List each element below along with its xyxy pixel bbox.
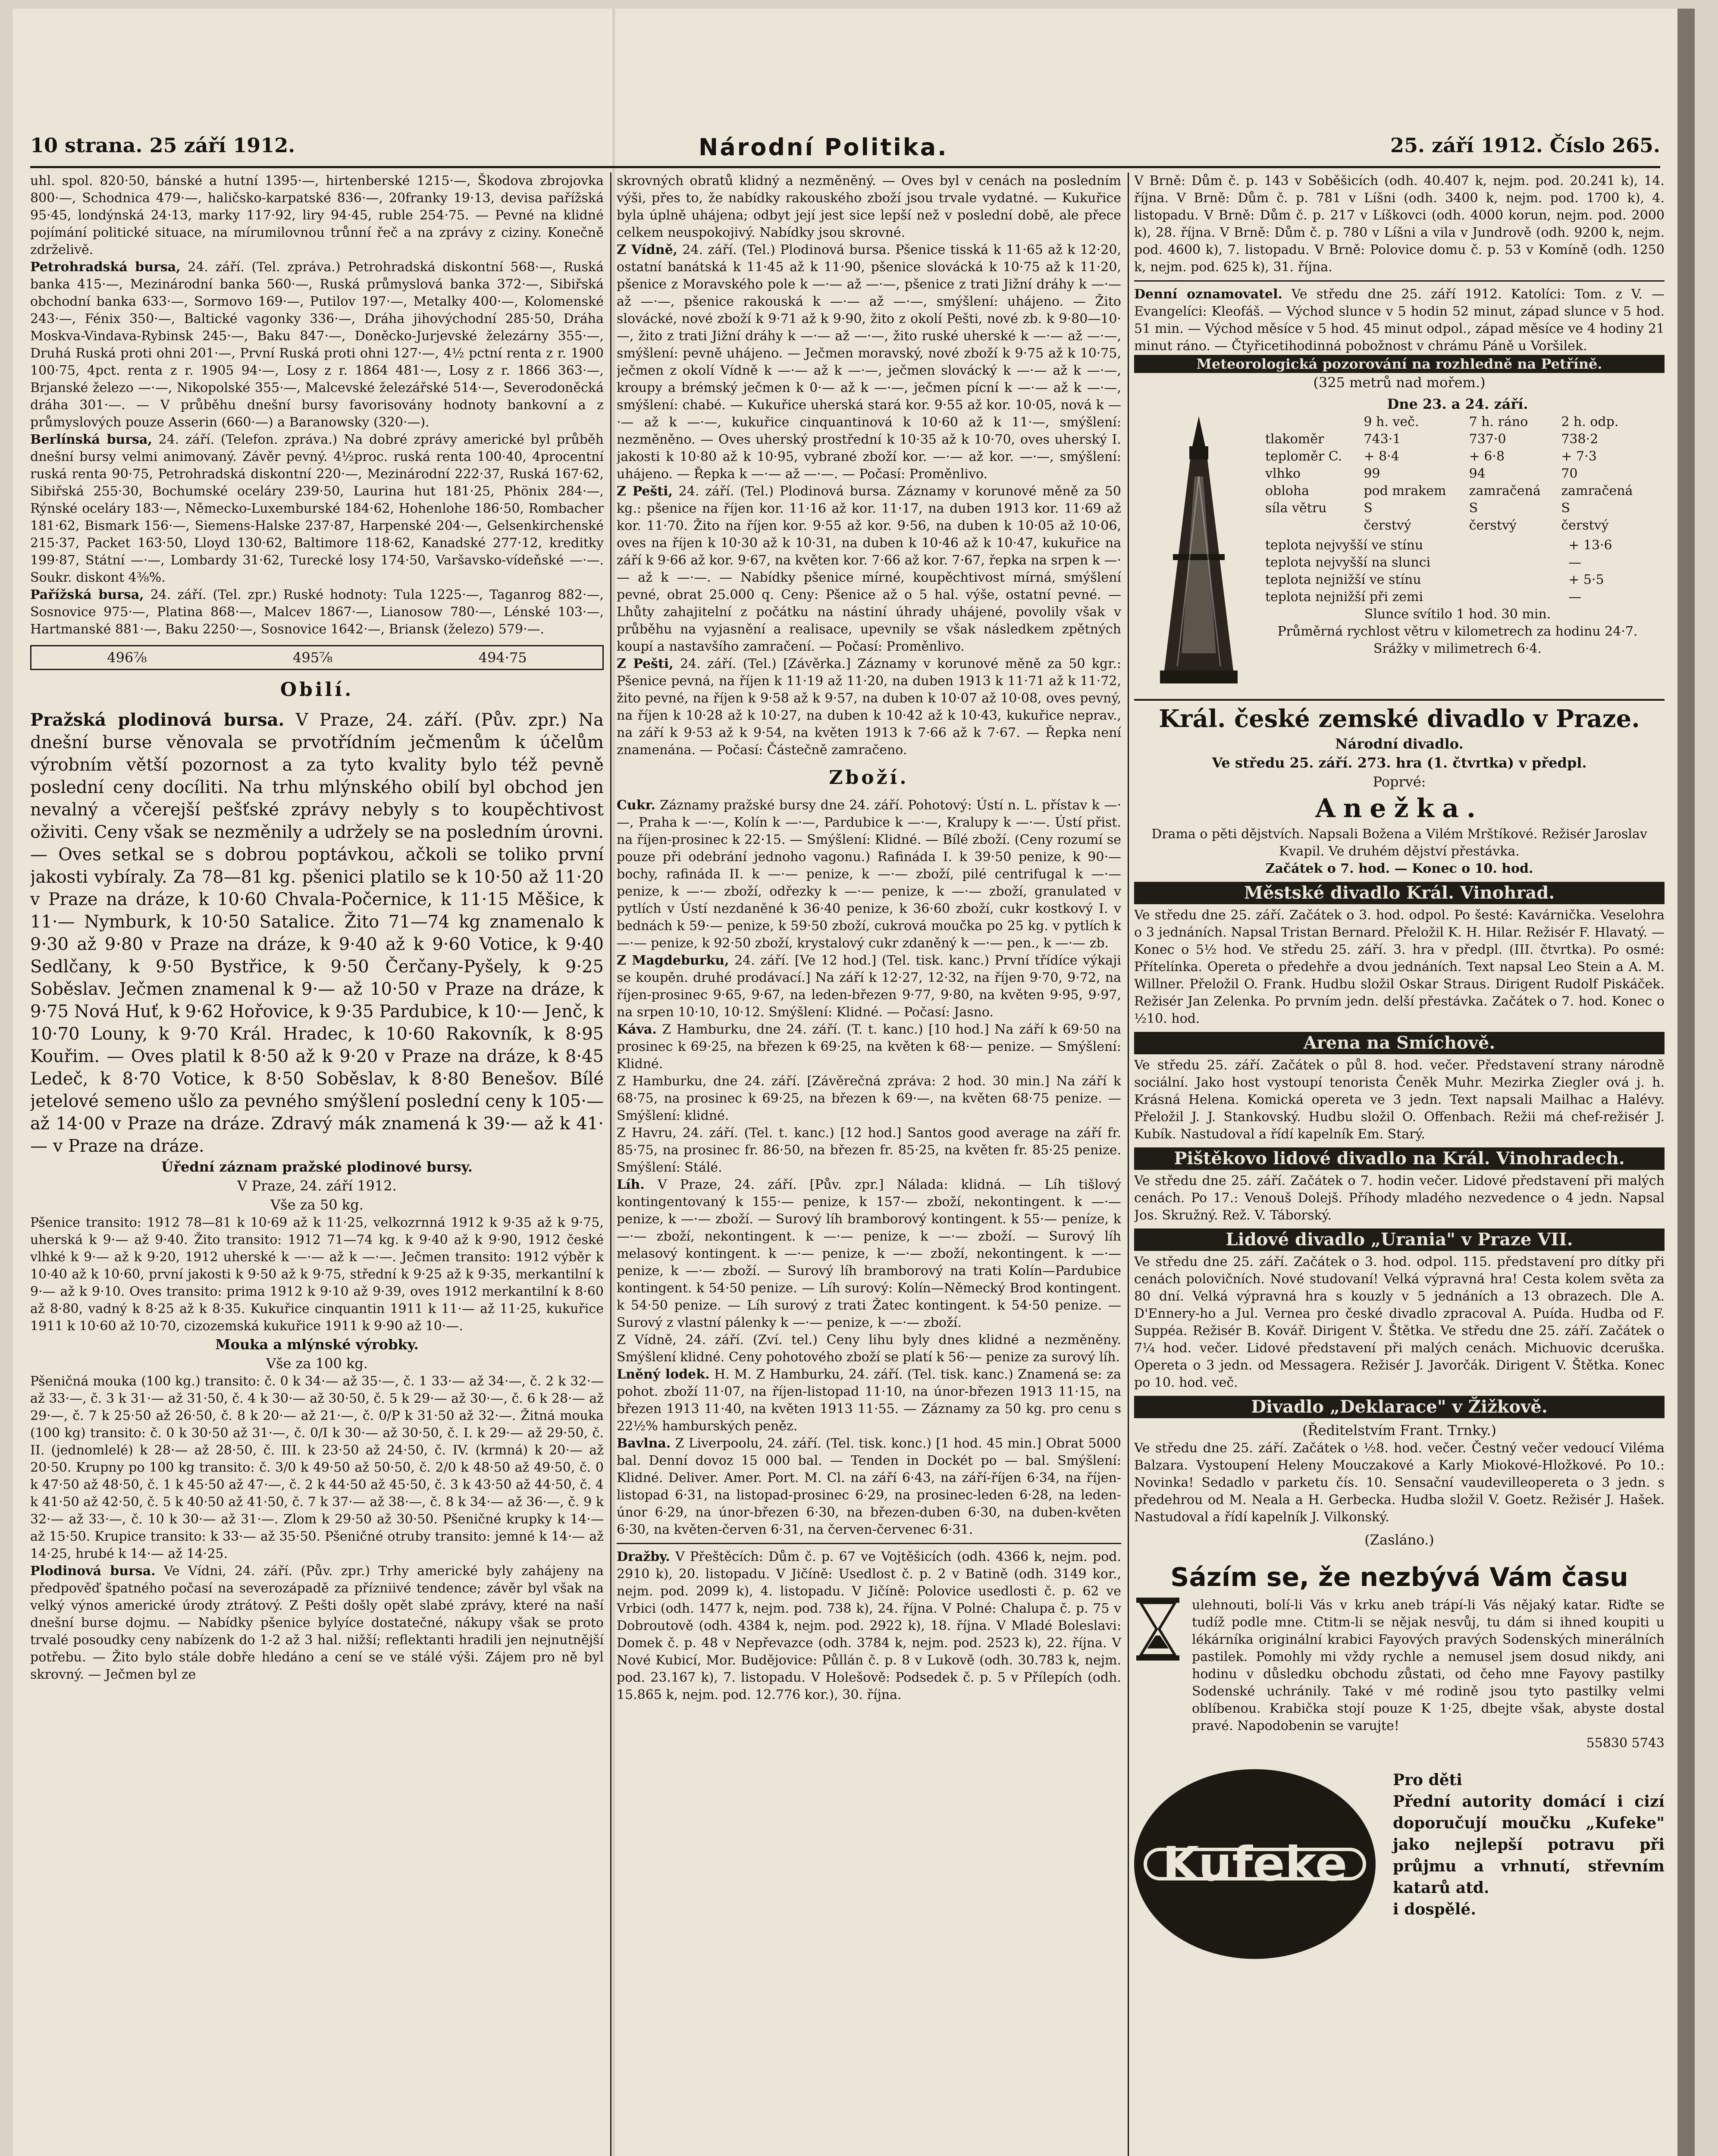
meteo-cell: + 6·8 xyxy=(1469,449,1505,464)
kufeke-logo-text: Kufeke xyxy=(1144,1848,1367,1880)
box-value: 494·75 xyxy=(478,649,527,666)
meteo-cell: 70 xyxy=(1561,466,1578,481)
box-value: 495⅞ xyxy=(293,649,333,666)
meteo-cell: — xyxy=(1568,589,1582,605)
advert-body xyxy=(1134,1597,1665,1735)
theatre-times: Začátek o 7. hod. — Konec o 10. hod. xyxy=(1265,861,1533,876)
hourglass-icon xyxy=(1134,1597,1182,1661)
meteo-col-head: 2 h. odp. xyxy=(1561,414,1619,429)
header-rule xyxy=(30,166,1660,168)
theatre-heading: Pištěkovo lidové divadlo na Král. Vinohradech. xyxy=(1134,1147,1665,1170)
meteo-cell: vlhko xyxy=(1265,466,1301,481)
paragraph: Pšenice transito: 1912 78—81 k 10·69 až k 11·25, velkozrnná 1912 k 9·35 až k 9·75, uherská k 9·— až 9·40. Žito transito: 1912 71—74 kg. k 9·40 až k 9·90, 1912 české vlhké k 9·— až k 9·20, 1912 uherské k —·— až k —·—. Ječmen transito: 1912 výběr k 10·40 až k 10·60, první jakosti k 9·50 až k 9·75, střední k 9·25 až k 9·35, merkantilní k 9·— až k 9·10. Oves transito: prima 1912 k 9·10 až 9·39, oves 1912 merkantilní k 8·60 až 8·80, vadný k 8·25 až k 8·35. Kukuřice cinquantin 1911 k 11·— až 11·25, kukuřice 1911 k 10·60 až 10·70, cizozemská kukuřice 1911 k 9·90 až 10·—. xyxy=(30,1215,604,1334)
newspaper-title: Národní Politika. xyxy=(699,134,948,161)
paragraph: 24. září. (Tel.) Plodinová bursa. Pšenice tisská k 11·65 až k 12·20, ostatní banátská k 11·45 až k 11·90, pšenice slovácká k 10·75 až k 11·20, pšenice z Moravského pole k —·— až —·—, pšenice z trati Jižní dráhy k —·— až —·—, pšenice rakouská k —·— až —·—, smýšlení: uhájeno. — Žito slovácké, nové zboží k 9·71 až k 9·90, žito z okolí Pešti, nové zb. k 9·80—10·—, žito z trati Jižní dráhy k —·— až —·—, žito ruské uherské k —·— až —·—, smýšlení: pevně uhájeno. — Ječmen moravský, nové zboží k 9·75 až k 10·75, ječmen z okolí Vídně k —·— až k —·—, ječmen slovácký k —·— až k —·—, kroupy a brémský ječmen k 0·— až k —·—, ječmen pícní k —·— až k —·—, smýšlení: chabé. — Kukuřice uherská stará kor. 9·55 až kor. 10·05, nová k —·— až k —·—, kukuřice cinquantinová k 10·60 až k 11·—, smýšlení: nezměněno. — Oves uherský prostřední k 10·35 až k 10·70, oves uherský I. jakosti k 10·80 až k 10·95, vybrané zboží kor. —·— až kor. —·—, smýšlení: uhájeno. — Řepka k —·— až —·—. — Počasí: Proměnlivo. xyxy=(617,242,1121,482)
meteo-cell: 99 xyxy=(1364,466,1380,481)
box-value: 496⅞ xyxy=(107,649,147,666)
column-2 xyxy=(617,172,1121,2156)
paragraph: 24. září. (Tel. zpr.) Ruské hodnoty: Tula 1225·—, Taganrog 882·—, Sosnovice 975·—, Platina 868·—, Malcev 1867·—, Lianosow 780·—, Lénské 103·—, Hartmanské 881·—, Baku 2250·—, Sosnovice 1642·—, Briansk (železo) 579·—. xyxy=(30,587,604,637)
meteo-cell: — xyxy=(1568,555,1582,570)
paragraph: Ve středu 25. září. Začátek o půl 8. hod. večer. Představení strany národně sociální. Jako host vystoupí tenorista Čeněk Muhr. Mezirka Ziegler ová j. h. Krásná Helena. Komická opereta ve 3 jedn. Text napsali Mailhac a Halévy. Přeložil J. J. Stankovský. Hudbu složil O. Offenbach. Režii má chef-režisér J. Kubík. Nastudoval a řídí kapelník Em. Starý. xyxy=(1134,1058,1665,1142)
subheading: Vše za 50 kg. xyxy=(270,1197,364,1213)
column-rule-1 xyxy=(610,172,611,2156)
paragraph: 24. září. [Ve 12 hod.] (Tel. tisk. kanc.) První třídíce výkaji se koupěn. druhé prodávací.] Na září k 12·27, 12·32, na říjen 9·70, 9·72, na říjen-prosinec 9·65, 9·67, na leden-březen 9·77, 9·80, na květen 9·95, 9·97, na srpen 10·10, 10·12. Smýšlení: Klidné. — Počasí: Jasno. xyxy=(617,953,1121,1020)
meteo-cell: S xyxy=(1561,501,1570,516)
header-left: 10 strana. 25 září 1912. xyxy=(30,134,295,157)
section-heading: Z Pešti, xyxy=(617,484,673,499)
meteo-cell: + 13·6 xyxy=(1568,538,1612,553)
meteo-cell: zamračená xyxy=(1561,483,1633,498)
paragraph: Z Vídně, 24. září. (Zví. tel.) Ceny lihu byly dnes klidné a nezměněny. Smýšlení klidné. Ceny pohotového zboží se platí k 56·— penize za surový líh. xyxy=(617,1332,1121,1365)
meteo-block xyxy=(1134,395,1665,696)
section-rule xyxy=(1134,280,1665,282)
paragraph: Pšeničná mouka (100 kg.) transito: č. 0 k 34·— až 35·—, č. 1 33·— až 34·—, č. 2 k 32·— až 33·—, č. 3 k 31·— až 31·50, č. 4 k 30·— až 30·50, č. 5 k 29·— až 30·—, č. 6 k 28·— až 29·—, č. 7 k 25·50 až 26·50, č. 8 k 20·— až 21·—, č. 0/P k 31·50 až 32·—. Žitná mouka (100 kg) transito: č. 0 k 30·50 až 31·—, č. 0/I k 30·— až 30·50, č. I. k 29·— až 29·50, č. II. (jednomlelé) k 28·— až 28·50, č. III. k 23·50 až 24·50, č. IV. (krmná) k 20·— až 20·50. Krupny po 100 kg transito: č. 3/0 k 49·50 až 50·50, č. 2/0 k 48·50 až 49·50, č. 0 k 47·50 až 48·50, č. 1 k 45·50 až 47·—, č. 2 k 44·50 až 45·50, č. 3 k 43·50 až 44·50, č. 4 k 41·50 až 42·50, č. 5 k 40·50 až 41·50, č. 7 k 37·— až 38·—, č. 8 k 34·— až 36·—, č. 9 k 32·— až 33·—, č. 10 k 30·— až 31·—. Zlom k 29·50 až 30·50. Pšeničné krupky k 14·— až 15·50. Krupice transito: k 33·— až 35·50. Pšeničné otruby transito: jemné k 14·— až 14·25, hrubé k 14·— až 14·25. xyxy=(30,1374,604,1561)
header-right: 25. září 1912. Číslo 265. xyxy=(1390,134,1660,157)
paragraph: 24. září. (Tel.) [Závěrka.] Záznamy v korunové měně za 50 kgr.: Pšenice pevná, na říjen k 11·19 až 11·20, na duben 1913 k 11·71 až k 11·72, žito pevné, na říjen k 9·58 až k 9·57, na duben k 10·07 až 10·08, oves pevný, na říjen k 10·28 až k 10·27, na duben k 10·42 až k 10·43, kukuřice neprav., na září k 9·53 až k 9·54, na květen 1913 k 7·66 až k 7·67. — Řepka není znamenána. — Počasí: Částečně zamračeno. xyxy=(617,656,1121,758)
section-heading: Denní oznamovatel. xyxy=(1134,287,1282,302)
meteo-cell: teplota nejnižší ve stínu xyxy=(1265,572,1421,587)
paragraph: skrovných obratů klidný a nezměněný. — Oves byl v cenách na posledním výši, přes to, že nabídky rakouského zboží jsou trvale vydatné. — Kukuřice byla úplně uhájena; odbyt její jest sice lepší než v poslední době, ale přece celkem neuspokojivý. Nabídky jsou skrovné. xyxy=(617,173,1121,240)
table-row xyxy=(1263,500,1652,517)
theatre-poprve: Poprvé: xyxy=(1373,774,1426,790)
subheading: Mouka a mlýnské výrobky. xyxy=(215,1336,419,1353)
meteo-cell: teplota nejnižší při zemi xyxy=(1265,589,1423,605)
meteo-cell: teplota nejvyšší ve stínu xyxy=(1265,538,1423,553)
meteo-wind: Průměrná rychlost větru v kilometrech za hodinu 24·7. xyxy=(1277,624,1638,639)
paragraph: 24. září. (Tel.) Plodinová bursa. Záznamy v korunové měně za 50 kg.: pšenice na říjen kor. 11·16 až kor. 11·17, na duben 1913 kor. 11·69 až kor. 11·70. Žito na říjen kor. 9·55 až kor. 9·56, na duben k 10·05 až 10·06, oves na říjen k 10·30 až k 10·31, na duben k 10·46 až k 10·47, kukuřice na září k 9·66 až kor. 9·67, na květen kor. 7·66 až kor. 7·67, řepka na srpen k —·— až k —·—. — Nabídky pšenice mírné, koupěchtivost mírná, smýšlení pevné, obrat 25.000 q. Ceny: Pšenice až o 5 hal. výše, ostatní pevné. — Lhůty zahajitelní z počátku na nástiní úhrady uhájené, povolily však v průběhu na vyjasnění a realisace, upevnily se však následkem zpětných koupí a nastavšího zamračení. — Počasí: Proměnlivo. xyxy=(617,484,1121,654)
meteo-cell: 737·0 xyxy=(1469,432,1506,447)
meteo-cell: teploměr C. xyxy=(1265,449,1342,464)
meteo-cell: 94 xyxy=(1469,466,1486,481)
section-heading: Lněný lodek. xyxy=(617,1367,710,1382)
page-fold xyxy=(612,9,615,2156)
meteo-cell: 738·2 xyxy=(1561,432,1599,447)
theatre-heading: Městské divadlo Král. Vinohrad. xyxy=(1134,882,1665,904)
paragraph: Z Havru, 24. září. (Tel. t. kanc.) [12 hod.] Santos good average na září fr. 85·75, na prosinec fr. 86·50, na březen fr. 85·25, na květen fr. 85·25 penize. Smýšlení: Stálé. xyxy=(617,1125,1121,1175)
paragraph: Ve středu dne 25. září. Začátek o ½8. hod. večer. Čestný večer vedoucí Viléma Balzara. Vystoupení Heleny Mouczakové a Karly Miokové-Hložkové. Po 10.: Novinka! Sedadlo v parketu čís. 10. Sensační vaudevilleopereta o 3 jedn. s předehrou od M. Neala a H. Gerbecka. Hudba složil V. Goetz. Režisér J. Hašek. Nastudoval a řídí kapelník J. Vilkonský. xyxy=(1134,1441,1665,1525)
paragraph: ulehnouti, bolí-li Vás v krku aneb trápí-li Vás nějaký katar. Riďte se tudíž podle mne. Ctitm-li se nějak nesvůj, tu dám si ihned koupiti u lékárníka originální krabici Fayových pravých Sodenských minerálních pastilek. Pomohly mi vždy rychle a nemusel jsem dosud nikdy, ani hodinu v důsledku obchodu zůstati, od čeho mne Fayovy pastilky Sodenské uchránily. Také v mé rodině jsou tyto pastilky velmi oblíbenou. Krabička stojí pouze K 1·25, dbejte však, abyste dostal pravé. Napodobenin se varujte! xyxy=(1192,1598,1665,1733)
paragraph: uhl. spol. 820·50, bánské a hutní 1395·—, hirtenberské 1215·—, Škodova zbrojovka 800·—, Schodnica 479·—, haličsko-karpatské 836·—, 20franky 19·13, devisa pařížská 95·45, londýnská 24·13, marky 117·92, liry 94·45, ruble 254·75. — Pevné na klidné pojímání politické situace, na mírumilovnou trůnní řeč a na zprávy z ciziny. Konečně zdrželivě. xyxy=(30,173,604,257)
kufeke-text xyxy=(1393,1769,1665,1959)
meteo-cell: pod mrakem xyxy=(1364,483,1446,498)
meteo-date: Dne 23. a 24. září. xyxy=(1387,396,1528,412)
kufeke-left: Pro děti xyxy=(1393,1771,1462,1789)
paragraph: V Brně: Dům č. p. 143 v Soběšicích (odh. 40.407 k, nejm. pod. 20.241 k), 14. října. V Brně: Dům č. p. 781 v Líšni (odh. 3400 k, nejm. pod. 1700 k), 4. listopadu. V Brně: Dům č. p. 217 v Líškovci (odh. 4000 korun, nejm. pod. 2000 k), 28. října. V Brně: Dům č. p. 780 v Líšni a vila v Jundrově (odh. 9200 k, nejm. pod. 4600 k), 7. listopadu. V Brně: Polovice domu č. p. 53 v Komíně (odh. 1250 k, nejm. pod. 625 k), 31. října. xyxy=(1134,173,1665,275)
theatre-heading: Divadlo „Deklarace" v Žižkově. xyxy=(1134,1396,1665,1418)
meteo-col-head: 9 h. več. xyxy=(1364,414,1419,429)
paragraph: Ve středu dne 25. září 1912. Katolíci: Tom. z V. — Evangelíci: Kleofáš. — Východ slunce v 5 hodin 52 minut, západ slunce v 5 hod. 51 min. — Východ měsíce v 5 hod. 45 minut odpol., západ měsíce ve 4 hodiny 21 minut ráno. — Čtyřicetihodinná pobožnost v chrámu Páně u Voršilek. xyxy=(1134,287,1665,354)
meteo-table xyxy=(1263,395,1652,658)
meteo-cell xyxy=(1263,517,1362,534)
meteo-cell: S xyxy=(1469,501,1478,516)
section-heading: Plodinová bursa. xyxy=(30,1564,156,1579)
column-1 xyxy=(30,172,604,2156)
kufeke-right: Přední autority domácí i cizí doporučují moučku „Kufeke" jako nejlepší potravu při průjmu a vrhnutí, střevním katarů atd. xyxy=(1393,1792,1665,1897)
meteo-cell: síla větru xyxy=(1265,501,1327,516)
paragraph: V Praze, 24. září. [Pův. zpr.] Nálada: klidná. — Líh tišlový kontingentovaný k 155·— penize, k 157·— zboží, nekontingent. k —·— penize, k —·— zboží. — Surový líh bramborový kontingent. k 55·— peníze, k —·— zboží, nekontingent. k —·— penize, k —·— zboží. — Surový líh melasový kontingent. k —·— penize, k —·— zboží, nekontingent. k —·— penize, k —·— zboží. — Surový líh bramborový na trati Kolín—Pardubice kontingent. k 54·50 penize. — Líh surový: Kolín—Německý Brod kontingent. k 54·50 penize. — Líh surový z trati Žatec kontingent. k 54·50 penize. — Surový z vlastní pálenky k —·— penize, k —·— zboží. xyxy=(617,1177,1121,1330)
table-row xyxy=(1263,554,1652,571)
paragraph: 24. září. (Telefon. zpráva.) Na dobré zprávy americké byl průběh dnešní bursy velmi animovaný. Závěr pevný. 4½proc. ruská renta 100·40, 4procentní ruská renta 90·75, Petrohradská diskontní 220·—, Mezinárodní 222·37, Ruská 167·62, Sibiřská 255·30, Bochumské oceláry 239·50, Laurina hut 181·25, Phönix 284·—, Rýnské oceláry 183·—, Německo-Luxemburské 184·62, Hohenlohe 186·50, Rombacher 181·62, Bismark 156·—, Siemens-Halske 237·87, Harpenské 204·—, Gelsenkirchenské 215·37, Packet 163·50, Lloyd 130·62, Baltimore 118·62, Kanadské 277·12, kreditky 199·87, Státní —·—, Lombardy 31·62, Turecké losy 174·50, Varšavsko-vídeňské —·—. Soukr. diskont 4⅜%. xyxy=(30,432,604,585)
paragraph: 24. září. (Tel. zpráva.) Petrohradská diskontní 568·—, Ruská banka 415·—, Mezinárodní banka 560·—, Ruská průmyslová banka 372·—, Sibiřská obchodní banka 633·—, Sormovo 169·—, Putilov 197·—, Metalky 400·—, Kolomenské 243·—, Fénix 350·—, Baltické vagonky 336·—, Dráha jihovýchodní 285·50, Dráha Moskva-Vindava-Rybinsk 245·—, Baku 847·—, Doněcko-Jurjevské železárny 355·—, Druhá Ruská proti ohni 201·—, První Ruská proti ohni 127·—, 4½ pctní renta z r. 1900 100·75, 4pct. renta z r. 1905 94·—, Losy z r. 1864 481·—, Losy z r. 1866 363·—, Brjanské železo —·—, Nikopolské 355·—, Malcevské železářské 514·—, Severodoněcká dráha 301·—. — V průběhu dnešní bursy favorisovány hodnoty bankovní a z průmyslových pouze Asserin (660·—) a Baranowsky (320·—). xyxy=(30,260,604,430)
section-heading: Z Pešti, xyxy=(617,656,674,671)
meteo-cell: + 8·4 xyxy=(1364,449,1399,464)
section-heading: Petrohradská bursa, xyxy=(30,260,181,275)
meteo-cell: 743·1 xyxy=(1364,432,1401,447)
newspaper-page xyxy=(13,9,1695,2156)
meteo-subtitle: (325 metrů nad mořem.) xyxy=(1313,374,1486,391)
paragraph: Drama o pěti dějstvích. Napsali Božena a Vilém Mrštíkové. Režisér Jaroslav Kvapil. Ve druhém dějství přestávka. xyxy=(1151,827,1647,859)
meteo-cell: + 5·5 xyxy=(1568,572,1604,587)
meteo-cell: tlakoměr xyxy=(1265,432,1324,447)
table-row xyxy=(1263,571,1652,589)
table-row xyxy=(1263,431,1652,448)
paragraph: H. M. Z Hamburku, 24. září. (Tel. tisk. kanc.) Znamená se: za pohot. zboží 11·07, na říjen-listopad 11·10, na únor-březen 1913 11·15, na březen 1913 11·40, na květen 1913 11·55. — Záznamy za 50 kg. pro cenu s 22½% hamburských peněz. xyxy=(617,1367,1121,1434)
subheading: (Ředitelstvím Frant. Trnky.) xyxy=(1302,1422,1496,1438)
column-rule-2 xyxy=(1128,172,1129,2156)
paragraph: Ve Vídni, 24. září. (Pův. zpr.) Trhy americké byly zahájeny na předpověď špatného počasí na severozápadě za přízniivé tendence; závěr byl však na velký výnos americké úrody ztrátový. Z Pešti došly opět slabé zprávy, které na naší dnešní burse dojmu. — Nabídky pšenice bylyíce dostatečné, nákupy však se proto trvalé posoudky ceny nabízenk do 1-2 až 3 hal. nižší; reflektanti hradili jen nejnutnější potřebu. — Žito bylo stále dobře hledáno a cení se ve stálé výši. Zájem pro ně byl skrovný. — Ječmen byl ze xyxy=(30,1564,604,1682)
section-rule xyxy=(1134,699,1665,701)
section-heading: Dražby. xyxy=(617,1549,670,1564)
meteo-cell: S xyxy=(1364,501,1373,516)
section-title-obili: Obilí. xyxy=(280,679,354,701)
kufeke-advert xyxy=(1134,1769,1665,1959)
theatre-subtitle: Národní divadlo. xyxy=(1335,736,1464,752)
paragraph: Ve středu dne 25. září. Začátek o 3. hod. odpol. Po šesté: Kavárnička. Veselohra o 3 jednáních. Napsal Tristan Bernard. Přeložil K. H. Hilar. Režisér F. Hlavatý. — Konec o 5½ hod. Ve středu 25. září. 3. hra v předpl. (III. čtvrtka). Po osmé: Přítelínka. Opereta o předehře a dvou jednáních. Text napsal Leo Stein a A. M. Willner. Přeložil O. Frank. Hudbu složil Oskar Straus. Dirigent Rudolf Piskáček. Režisér Jan Zelenka. Po prvním jedn. delší přestávka. Začátek o 7. hod. Konec o ½10. hod. xyxy=(1134,908,1665,1026)
paragraph: Záznamy pražské bursy dne 24. září. Pohotový: Ústí n. L. přístav k —·—, Praha k —·—, Kolín k —·—, Pardubice k —·—, Kralupy k —·—. Ústí přist. na říjen-prosinec k 22·15. — Smýšlení: Klidné. — Bílé zboží. (Ceny rozumí se pouze při odebrání jednoho vagonu.) Rafináda I. k 39·50 penize, k 90·— bochy, rafináda II. k —·— penize, k —·— zboží, pilé centrifugal k —·— penize, k —·— zboží, odřezky k —·— penize, k —·— zboží, granulated v pytlích v Ústí nezdaněné k 36·40 penize, k 36·60 zboží, cukr kostkový I. v bednách k 59·— penize, k 59·50 zboží, cukrová moučka po 25 kg. v pytlích k —·— penize, k 92·50 zboží, krystalový cukr zdaněný k —·— pen., k —·— zb. xyxy=(617,798,1121,951)
table-row xyxy=(1263,537,1652,554)
meteo-cell: čerstvý xyxy=(1561,518,1609,533)
section-title-zbozi: Zboží. xyxy=(829,767,909,789)
paragraph: Ve středu dne 25. září. Začátek o 3. hod. odpol. 115. představení pro dítky při cenách polovičních. Nové studovaní! Velká výpravná hra! Cesta kolem světa za 80 dní. Velká výpravná hra s kouzly v 5 jednáních a 13 obrazech. Dle A. D'Ennery-ho a Jul. Vernea pro české divadlo zpracoval A. Puída. Hudba od F. Suppéa. Režisér B. Kovář. Dirigent V. Štětka. Ve středu dne 25. září. Začátek o 7¼ hod. večer. Lidové představení při malých cenách. Michuovic dceruška. Opereta o 3 jedn. od Messagera. Režisér J. Javorčák. Dirigent V. Štětka. Konec po 10. hod. več. xyxy=(1134,1254,1665,1390)
table-row xyxy=(1263,465,1652,483)
paragraph: Z Hamburku, dne 24. září. [Závěrečná zpráva: 2 hod. 30 min.] Na září k 68·75, na prosinec k 69·25, na březen k 69·—, na květen 68·75 penize. — Smýšlení: klidné. xyxy=(617,1074,1121,1123)
petrin-tower-icon xyxy=(1147,412,1251,688)
table-row xyxy=(1263,517,1652,534)
meteo-cell: čerstvý xyxy=(1469,518,1517,533)
paragraph: V Praze, 24. září. (Pův. zpr.) Na dnešní burse věnovala se prvotřídním ječmenům k účelům výrobním větší pozornost a za tyto kvality bylo též pevně poslední ceny docíliti. Na trhu mlýnského obilí byl obchod jen nevalný a včerejší pešťské zprávy nebyly s to koupěchtivost oživiti. Ceny však se nezměnily a udržely se na posledním úrovni. — Oves setkal se s dobrou poptávkou, ačkoli se tolikо první jakosti vybíraly. Za 78—81 kg. pšenici platilo se k 10·50 až 11·20 v Praze na dráze, k 10·60 Chvala-Počernice, k 11·15 Měšice, k 11·— Nymburk, k 10·50 Satalice. Žito 71—74 kg znamenalo k 9·30 až 9·80 v Praze na dráze, k 9·40 až k 9·60 Votice, k 9·40 Sedlčany, k 9·50 Bystřice, k 9·50 Čerčany-Pyšely, k 9·25 Soběslav. Ječmen znamenal k 9·— až 10·50 v Praze na dráze, k 9·75 Nová Huť, k 9·62 Hořovice, k 9·35 Pardubice, k 10·— Jenč, k 10·70 Louny, k 9·70 Král. Hradec, k 10·60 Rakovník, k 8·95 Kouřim. — Oves platil k 8·50 až k 9·20 v Praze na dráze, k 8·45 Ledeč, k 8·70 Votice, k 8·50 Soběslav, k 8·80 Benešov. Bílé jetelové semeno ušlo za pevného smýšlení poslední ceny k 105·— až 14·00 v Praze na dráze. Zdravý mák znamená k 39·— až k 41·— v Praze na dráze. xyxy=(30,710,604,1156)
kufeke-logo xyxy=(1134,1769,1376,1959)
meteo-extremes xyxy=(1263,537,1652,606)
column-3 xyxy=(1134,172,1665,2156)
theatre-title: Král. české zemské divadlo v Praze. xyxy=(1159,705,1640,733)
meteo-cell: čerstvý xyxy=(1364,518,1411,533)
paragraph: Z Liverpoolu, 24. září. (Tel. tisk. konc.) [1 hod. 45 min.] Obrat 5000 bal. Denní dovoz 15 000 bal. — Tenden in Dockét po — bal. Smýšlení: Klidné. Deliver. Amer. Port. M. Cl. na září 6·43, na září-říjen 6·34, na říjen-listopad 6·31, na listopad-prosinec 6·29, na prosinec-leden 6·28, na leden-únor 6·29, na únor-březen 6·30, na březen-duben 6·30, na duben-květen 6·30, na květen-červen 6·31, na červen-červenec 6·31. xyxy=(617,1436,1121,1537)
value-box xyxy=(30,645,604,670)
table-row xyxy=(1263,589,1652,606)
paragraph: Z Hamburku, dne 24. září. (T. t. kanc.) [10 hod.] Na září k 69·50 na prosinec k 69·25, na březen k 69·25, na květen k 68·— penize. — Smýšlení: Klidné. xyxy=(617,1022,1121,1072)
section-rule xyxy=(617,1543,1121,1544)
section-heading: Pražská plodinová bursa. xyxy=(30,710,285,730)
meteo-readings xyxy=(1263,414,1652,534)
paragraph: V Přeštěcích: Dům č. p. 67 ve Vojtěšicích (odh. 4366 k, nejm. pod. 2910 k), 20. listopadu. V Jičíně: Usedlost č. p. 2 v Batině (odh. 3149 kor., nejm. pod. 2099 k), 4. listopadu. V Jičíně: Polovice usedlosti č. p. 62 ve Vrbici (odh. 1477 k, nejm. pod. 738 k), 24. října. V Polné: Chalupa č. p. 75 v Dobroutově (odh. 4384 k, nejm. pod. 2922 k), 18. října. V Mladé Boleslavi: Domek č. p. 48 v Nepřevazce (odh. 3784 k, nejm. pod. 2523 k), 22. října. V Nové Kubicí, Mor. Budějovice: Půllán č. p. 8 v Lukově (odh. 30.783 k, nejm. pod. 23.167 k), 7. listopadu. V Holešově: Podsedek č. p. 5 v Přílepích (odh. 15.865 k, nejm. pod. 12.776 kor.), 30. října. xyxy=(617,1549,1121,1702)
meteo-col-head: 7 h. ráno xyxy=(1469,414,1528,429)
page-header xyxy=(30,134,1660,164)
section-heading: Z Magdeburku, xyxy=(617,953,729,968)
table-row xyxy=(1263,483,1652,500)
zaslano-label: (Zasláno.) xyxy=(1364,1532,1434,1548)
section-heading: Pařížská bursa, xyxy=(30,587,144,602)
theatre-heading: Lidové divadlo „Urania" v Praze VII. xyxy=(1134,1228,1665,1251)
kufeke-bottom: i dospělé. xyxy=(1393,1900,1476,1918)
subheading: Vše za 100 kg. xyxy=(266,1355,368,1372)
meteo-rain: Srážky v milimetrech 6·4. xyxy=(1373,641,1542,656)
meteo-cell: zamračená xyxy=(1469,483,1541,498)
section-heading: Bavlna. xyxy=(617,1436,671,1451)
meteo-sun: Slunce svítilo 1 hod. 30 min. xyxy=(1364,607,1551,622)
meteo-cell: + 7·3 xyxy=(1561,449,1597,464)
advert-number: 55830 5743 xyxy=(1586,1736,1665,1751)
meteo-title: Meteorologická pozorování na rozhledně na Petříně. xyxy=(1134,355,1665,373)
theatre-date: Ve středu 25. září. 273. hra (1. čtvrtka) v předpl. xyxy=(1212,755,1587,771)
table-row xyxy=(1263,448,1652,465)
theatre-heading: Arena na Smíchově. xyxy=(1134,1032,1665,1054)
section-heading: Cukr. xyxy=(617,798,655,813)
subheading: V Praze, 24. září 1912. xyxy=(237,1178,397,1194)
paragraph: Ve středu dne 25. září. Začátek o 7. hodin večer. Lidové představení při malých cenách. Po 17.: Venouš Dolejš. Příhody mladého nezvedence o 4 jedn. Napsal Jos. Skružný. Rež. V. Táborský. xyxy=(1134,1173,1665,1223)
advert-headline: Sázím se, že nezbývá Vám času xyxy=(1170,1562,1628,1592)
play-title: Anežka. xyxy=(1315,793,1483,824)
section-heading: Berlínská bursa, xyxy=(30,432,152,447)
meteo-cell: oblohа xyxy=(1265,483,1310,498)
meteo-cell: teplota nejvyšší na slunci xyxy=(1265,555,1431,570)
section-heading: Z Vídně, xyxy=(617,242,678,257)
section-heading: Káva. xyxy=(617,1022,657,1037)
subheading: Úřední záznam pražské plodinové bursy. xyxy=(161,1159,473,1175)
section-heading: Líh. xyxy=(617,1177,645,1192)
